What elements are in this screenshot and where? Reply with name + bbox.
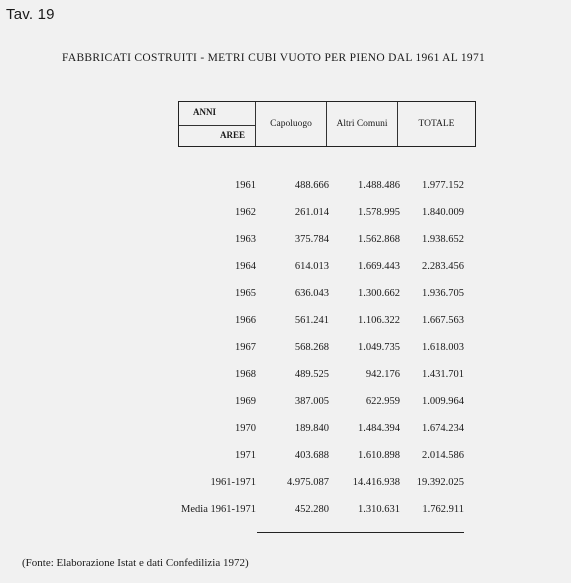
source-note: (Fonte: Elaborazione Istat e dati Confedilizia 1972) — [22, 557, 249, 569]
table-row — [160, 496, 470, 523]
row-altri-comuni: 14.416.938 — [352, 477, 400, 488]
row-totale: 19.392.025 — [416, 477, 464, 488]
row-altri-comuni: 1.488.486 — [358, 180, 400, 191]
row-capoluogo: 261.014 — [294, 207, 329, 218]
header-totale: TOTALE — [418, 119, 455, 129]
row-year: 1961-1971 — [210, 477, 256, 488]
row-totale: 2.014.586 — [422, 450, 464, 461]
row-totale: 1.674.234 — [422, 423, 464, 434]
row-year: 1966 — [235, 315, 256, 326]
row-capoluogo: 489.525 — [294, 369, 329, 380]
table-row — [160, 334, 470, 361]
row-capoluogo: 375.784 — [294, 234, 329, 245]
row-altri-comuni: 1.106.322 — [358, 315, 400, 326]
row-totale: 1.840.009 — [422, 207, 464, 218]
table-row — [160, 307, 470, 334]
row-totale: 1.431.701 — [422, 369, 464, 380]
table-row — [160, 253, 470, 280]
table-row — [160, 361, 470, 388]
page-title: FABBRICATI COSTRUITI - METRI CUBI VUOTO PER PIENO DAL 1961 AL 1971 — [62, 52, 486, 64]
table-row — [160, 388, 470, 415]
row-year: 1968 — [235, 369, 256, 380]
header-anni: ANNI — [193, 107, 217, 117]
table-body — [160, 172, 470, 523]
row-year: 1967 — [235, 342, 256, 353]
row-totale: 1.667.563 — [422, 315, 464, 326]
bottom-rule — [257, 532, 464, 533]
table-row — [160, 226, 470, 253]
table-row — [160, 172, 470, 199]
header-capoluogo: Capoluogo — [256, 102, 327, 146]
header-diagonal-cell — [179, 102, 256, 146]
table-row — [160, 199, 470, 226]
row-capoluogo: 387.005 — [294, 396, 329, 407]
header-altri-comuni: Altri Comuni — [327, 102, 398, 146]
table-row — [160, 442, 470, 469]
row-capoluogo: 614.013 — [294, 261, 329, 272]
row-capoluogo: 488.666 — [294, 180, 329, 191]
row-totale: 1.618.003 — [422, 342, 464, 353]
row-totale: 2.283.456 — [422, 261, 464, 272]
table-row — [160, 415, 470, 442]
row-capoluogo: 4.975.087 — [287, 477, 329, 488]
row-altri-comuni: 1.562.868 — [358, 234, 400, 245]
row-year: Media 1961-1971 — [181, 504, 256, 515]
row-altri-comuni: 622.959 — [365, 396, 400, 407]
row-year: 1962 — [235, 207, 256, 218]
row-altri-comuni: 1.484.394 — [358, 423, 400, 434]
row-altri-comuni: 1.300.662 — [358, 288, 400, 299]
row-altri-comuni: 942.176 — [365, 369, 400, 380]
header-divider — [179, 125, 255, 126]
row-year: 1964 — [235, 261, 256, 272]
header-aree: AREE — [219, 130, 245, 140]
row-capoluogo: 403.688 — [294, 450, 329, 461]
table-header — [178, 101, 476, 147]
row-altri-comuni: 1.578.995 — [358, 207, 400, 218]
table-row — [160, 280, 470, 307]
row-year: 1971 — [235, 450, 256, 461]
row-totale: 1.762.911 — [422, 504, 464, 515]
row-altri-comuni: 1.049.735 — [358, 342, 400, 353]
row-altri-comuni: 1.669.443 — [358, 261, 400, 272]
row-capoluogo: 452.280 — [294, 504, 329, 515]
row-capoluogo: 568.268 — [294, 342, 329, 353]
row-year: 1961 — [235, 180, 256, 191]
table-row — [160, 469, 470, 496]
row-capoluogo: 561.241 — [294, 315, 329, 326]
table-number: Tav. 19 — [6, 6, 55, 23]
row-year: 1963 — [235, 234, 256, 245]
row-year: 1969 — [235, 396, 256, 407]
row-altri-comuni: 1.310.631 — [358, 504, 400, 515]
row-totale: 1.938.652 — [422, 234, 464, 245]
row-capoluogo: 189.840 — [294, 423, 329, 434]
row-year: 1970 — [235, 423, 256, 434]
row-totale: 1.977.152 — [422, 180, 464, 191]
row-altri-comuni: 1.610.898 — [358, 450, 400, 461]
row-year: 1965 — [235, 288, 256, 299]
row-totale: 1.009.964 — [422, 396, 464, 407]
row-totale: 1.936.705 — [422, 288, 464, 299]
row-capoluogo: 636.043 — [294, 288, 329, 299]
